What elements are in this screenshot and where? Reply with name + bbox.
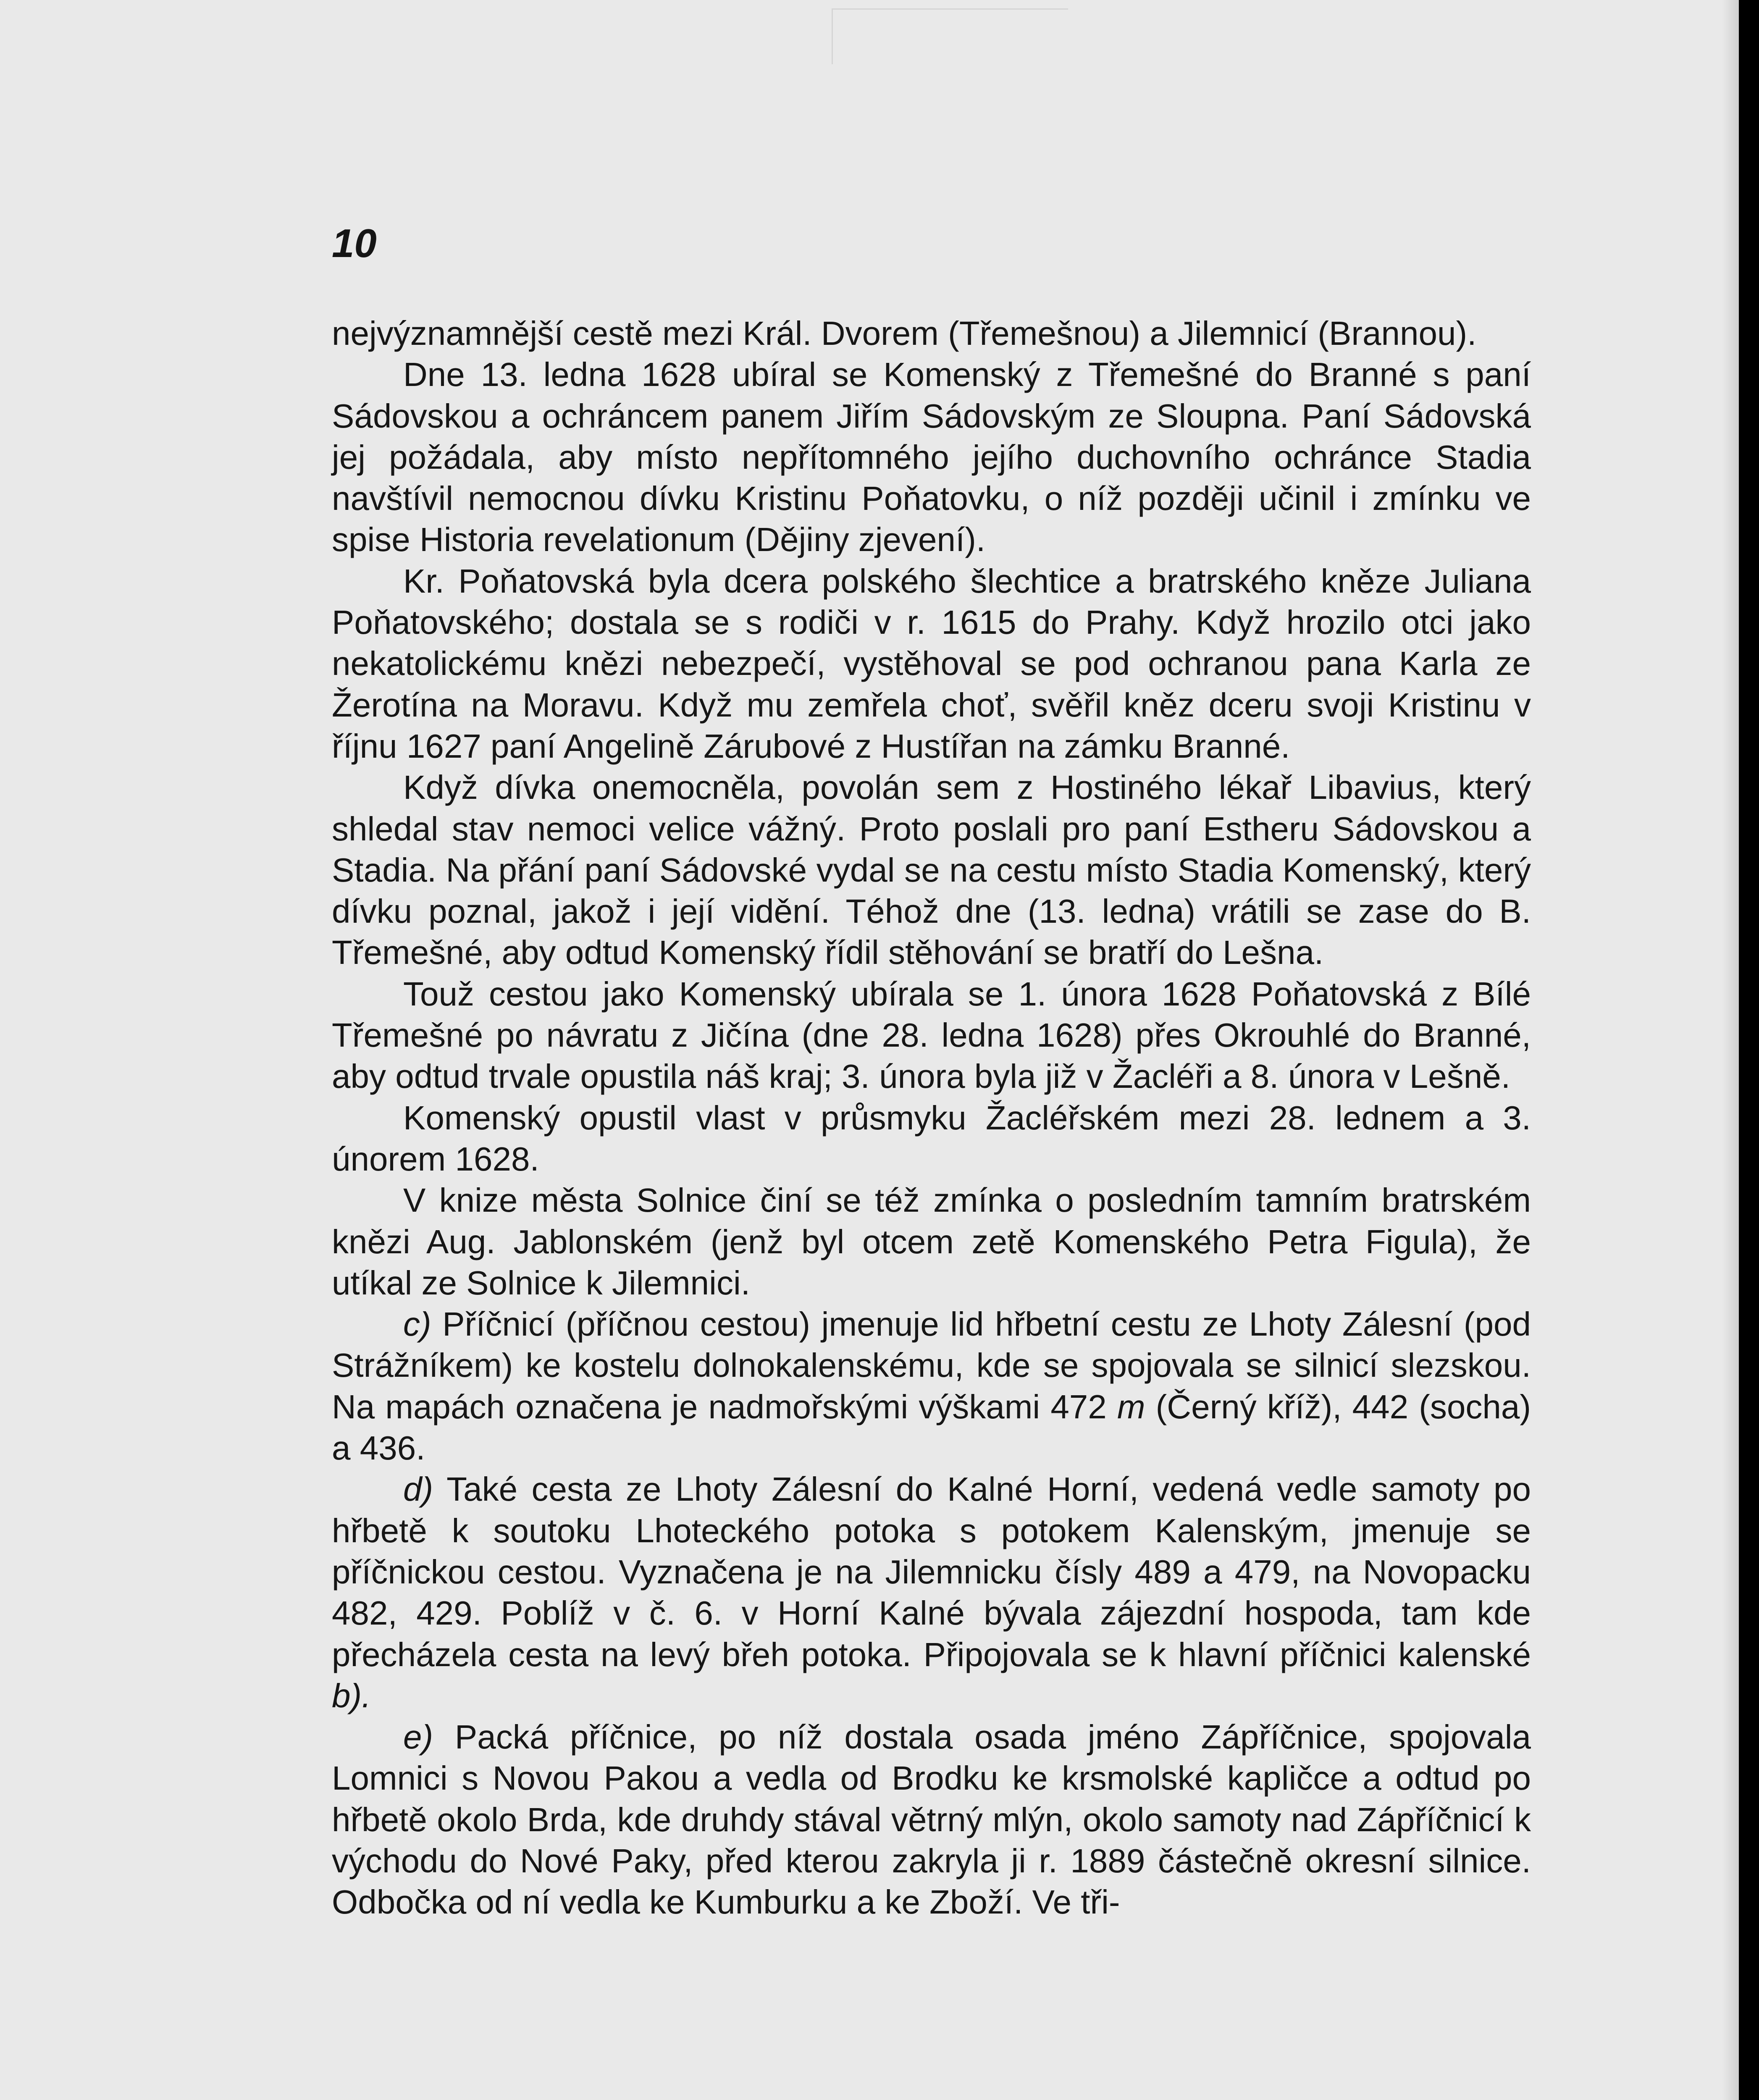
paragraph-d: d) Také cesta ze Lhoty Zálesní do Kalné Horní, vedená vedle samoty po hřbetě k soutoku Lhoteckého potoka s potokem Kalenským, jmenuje se příčnickou cestou. Vyznačena je na Jilemnicku čísly 489 a 479, na Novopacku 482, 429. Poblíž v č. 6. v Horní Kalné bývala zájezdní hospoda, tam kde přecházela cesta na levý břeh potoka. Připojovala se k hlavní příčnici kalenské b). [332, 1470, 1531, 1714]
page-number: 10 [332, 221, 377, 266]
paragraph: Když dívka onemocněla, povolán sem z Hostiného lékař Libavius, který shledal stav nemoci velice vážný. Proto poslali pro paní Estheru Sádovskou a Stadia. Na přání paní Sádovské vydal se na cestu místo Stadia Komenský, který dívku poznal, jakož i její vidění. Téhož dne (13. ledna) vrátili se zase do B. Třemešné, aby odtud Komenský řídil stěhování se bratří do Lešna. [332, 769, 1531, 971]
reference: b). [332, 1677, 371, 1714]
scan-artifact [832, 8, 1068, 64]
item-label: e) [403, 1718, 433, 1756]
paragraph: Dne 13. ledna 1628 ubíral se Komenský z Třemešné do Branné s paní Sádovskou a ochráncem panem Jiřím Sádovským ze Sloupna. Paní Sádovská jej požádala, aby místo nepřítomného jejího duchovního ochránce Stadia navštívil nemocnou dívku Kristinu Poňatovku, o níž později učinil i zmínku ve spise Historia revelationum (Dějiny zjevení). [332, 356, 1531, 559]
paragraph: Touž cestou jako Komenský ubírala se 1. února 1628 Poňatovská z Bílé Třemešné po návratu z Jičína (dne 28. ledna 1628) přes Okrouhlé do Branné, aby odtud trvale opustila náš kraj; 3. února byla již v Žacléři a 8. února v Lešně. [332, 975, 1531, 1095]
page-edge-shadow [1722, 0, 1739, 2100]
paragraph: Kr. Poňatovská byla dcera polského šlechtice a bratrského kněze Juliana Poňatovského; dostala se s rodiči v r. 1615 do Prahy. Když hrozilo otci jako nekatolickému knězi nebezpečí, vystěhoval se pod ochranou pana Karla ze Žerotína na Moravu. Když mu zemřela choť, svěřil kněz dceru svoji Kristinu v říjnu 1627 paní Angelině Zárubové z Hustířan na zámku Branné. [332, 562, 1531, 765]
item-label: d) [403, 1470, 433, 1508]
paragraph-e: e) Packá příčnice, po níž dostala osada jméno Zápříčnice, spojovala Lomnici s Novou Pakou a vedla od Brodku ke krsmolské kapličce a odtud po hřbetě okolo Brda, kde druhdy stával větrný mlýn, okolo samoty nad Zápříčnicí k východu do Nové Paky, před kterou zakryla ji r. 1889 částečně okresní silnice. Odbočka od ní vedla ke Kumburku a ke Zboží. Ve tři- [332, 1718, 1531, 1921]
paragraph: nejvýznamnější cestě mezi Král. Dvorem (Třemešnou) a Jilemnicí (Brannou). [332, 315, 1477, 352]
body-text [332, 313, 1531, 1923]
paragraph-c: c) Příčnicí (příčnou cestou) jmenuje lid hřbetní cestu ze Lhoty Zálesní (pod Strážníkem) ke kostelu dolnokalenskému, kde se spojovala se silnicí slezskou. Na mapách označena je nadmořskými výškami 472 m (Černý kříž), 442 (socha) a 436. [332, 1305, 1531, 1467]
paragraph: Komenský opustil vlast v průsmyku Žacléřském mezi 28. lednem a 3. únorem 1628. [332, 1099, 1531, 1178]
paragraph: V knize města Solnice činí se též zmínka o posledním tamním bratrském knězi Aug. Jablonském (jenž byl otcem zetě Komenského Petra Figula), že utíkal ze Solnice k Jilemnici. [332, 1181, 1531, 1302]
item-label: c) [403, 1305, 431, 1343]
unit-label: m [1117, 1388, 1145, 1425]
